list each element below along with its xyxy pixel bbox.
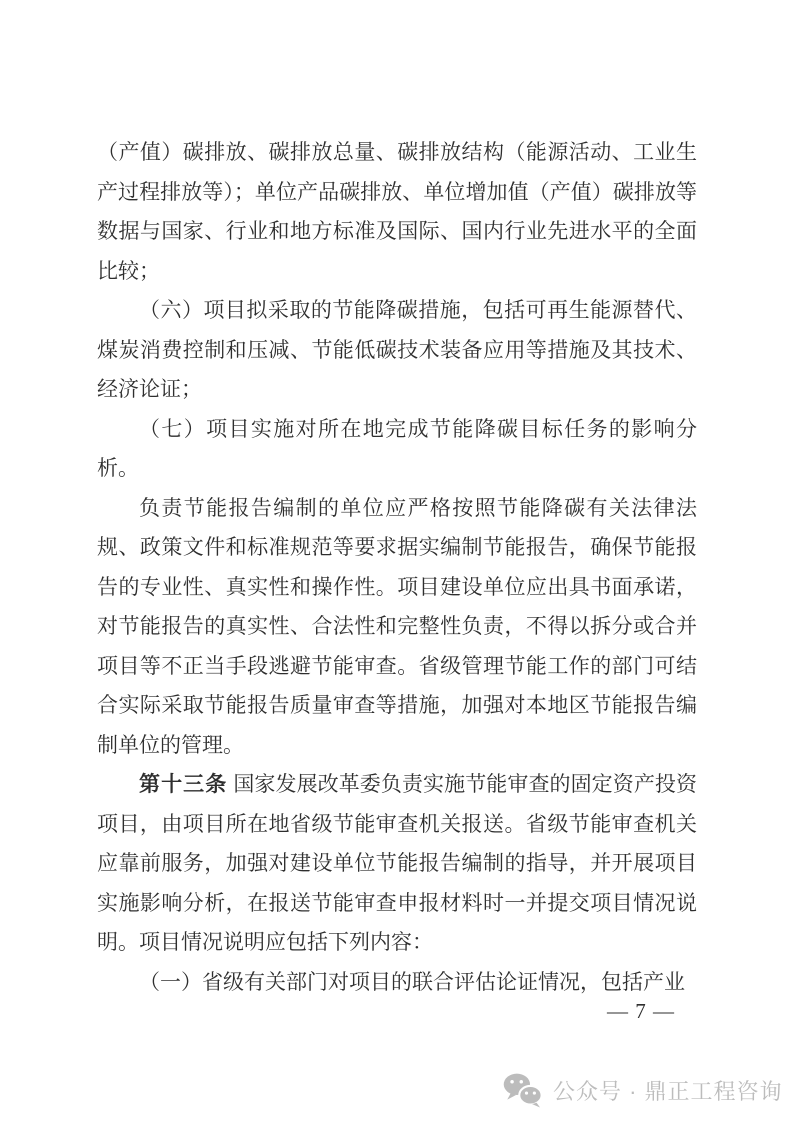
body-paragraph-item-1: （一）省级有关部门对项目的联合评估论证情况，包括产业 (139, 969, 685, 994)
body-paragraph-article-13 (97, 765, 697, 963)
document-body (97, 133, 697, 1002)
wechat-watermark (502, 1072, 783, 1108)
article-13-text: 国家发展改革委负责实施节能审查的固定资产投资项目，由项目所在地省级节能审查机关报送。省级节能审查机关应靠前服务，加强对建设单位节能报告编制的指导，并开展项目实施影响分析，在报送节能审查申报材料时一并提交项目情况说明。项目情况说明应包括下列内容： (97, 772, 698, 954)
body-paragraph-carbon-data: （产值）碳排放、碳排放总量、碳排放结构（能源活动、工业生产过程排放等）；单位产品碳排放、单位增加值（产值）碳排放等数据与国家、行业和地方标准及国际、国内行业先进水平的全面比较； (97, 140, 697, 283)
wechat-icon (502, 1072, 544, 1108)
body-paragraph-report-duty: 负责节能报告编制的单位应严格按照节能降碳有关法律法规、政策文件和标准规范等要求据实编制节能报告，确保节能报告的专业性、真实性和操作性。项目建设单位应出具书面承诺，对节能报告的真实性、合法性和完整性负责，不得以拆分或合并项目等不正当手段逃避节能审查。省级管理节能工作的部门可结合实际采取节能报告质量审查等措施，加强对本地区节能报告编制单位的管理。 (97, 495, 697, 757)
article-13-number: 第十三条 (139, 773, 228, 796)
body-paragraph-item-7: （七）项目实施对所在地完成节能降碳目标任务的影响分析。 (97, 416, 697, 480)
page-number: — 7 — (607, 999, 675, 1023)
body-paragraph-item-6: （六）项目拟采取的节能降碳措施，包括可再生能源替代、煤炭消费控制和压减、节能低碳技术装备应用等措施及其技术、经济论证； (97, 298, 697, 401)
watermark-text: 公众号 · 鼎正工程咨询 (553, 1078, 783, 1104)
